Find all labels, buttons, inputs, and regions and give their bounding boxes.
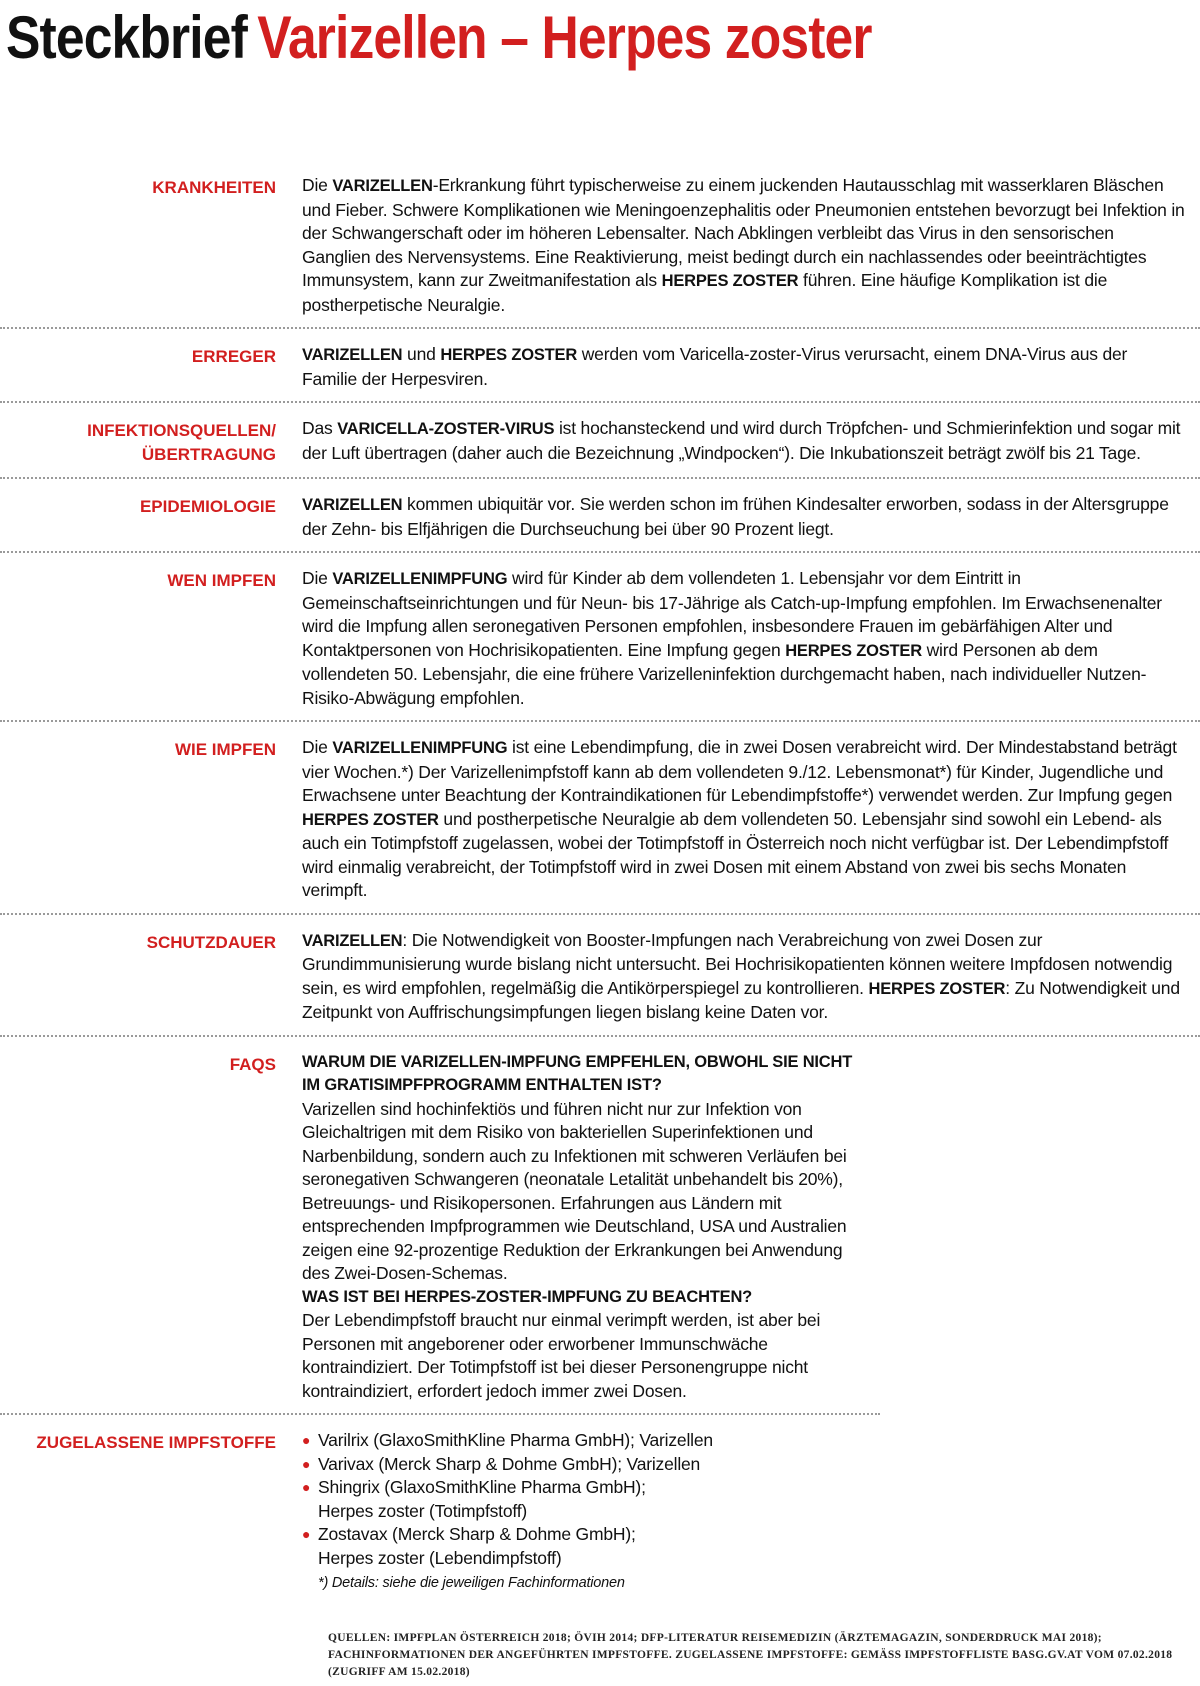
section-text bbox=[302, 417, 1200, 467]
section-wen-impfen bbox=[0, 563, 1200, 722]
vaccine-line: Varilrix (GlaxoSmithKline Pharma GmbH); Varizellen bbox=[318, 1430, 713, 1450]
vaccine-line: Shingrix (GlaxoSmithKline Pharma GmbH); bbox=[318, 1477, 646, 1497]
text-run: kommen ubiquitär vor. Sie werden schon im frühen Kindesalter erworben, sodass in der Altersgruppe der Zehn- bis Elfjährigen die Durchseuchung bei über 90 Prozent liegt. bbox=[302, 494, 1169, 539]
keyword: HERPES ZOSTER bbox=[868, 979, 1006, 998]
text-run: ist eine Lebendimpfung, die in zwei Dosen verabreicht wird. Der Mindestabstand beträgt vier Wochen.*) Der Varizellenimpfstoff kann ab dem vollendeten 9./12. Lebensmonat*) für Kinder, Jugendliche und Erwachsene unter Beachtung der Kontraindikationen für Lebendimpfstoffe*) verwendet werden. Zur Impfung gegen bbox=[302, 737, 1177, 805]
section-text bbox=[302, 567, 1200, 710]
text-run: Die bbox=[302, 175, 333, 195]
faq-answer: Der Lebendimpfstoff braucht nur einmal verimpft werden, ist aber bei Personen mit angeborener oder erworbener Immunschwäche kontraindiziert. Der Totimpfstoff ist bei dieser Personengruppe nicht kontraindiziert, erfordert jedoch immer zwei Dosen. bbox=[302, 1310, 821, 1401]
keyword: VARIZELLENIMPFUNG bbox=[332, 739, 508, 757]
text-run: wird für Kinder ab dem vollendeten 1. Lebensjahr vor dem Eintritt in Gemeinschaftseinrichtungen und für Neun- bis 17-Jährige als Catch-up-Impfung empfohlen. Im Erwachsenenalter wird die Impfung allen seronegativen Personen empfohlen, insbesondere Frauen im gebärfähigen Alter und Kontaktpersonen von Hochrisikopatienten. Eine Impfung gegen bbox=[302, 568, 1162, 660]
keyword: HERPES ZOSTER bbox=[785, 641, 922, 660]
section-wie-impfen bbox=[0, 732, 1200, 915]
section-zugelassene-impfstoffe bbox=[0, 1425, 1200, 1606]
section-erreger bbox=[0, 339, 1200, 403]
section-label bbox=[0, 417, 302, 467]
section-label: WEN IMPFEN bbox=[167, 571, 276, 590]
keyword: HERPES ZOSTER bbox=[661, 272, 799, 290]
vaccine-item bbox=[302, 1476, 1186, 1523]
text-run: Das bbox=[302, 418, 338, 438]
keyword: VARIZELLEN bbox=[302, 931, 403, 950]
section-text bbox=[302, 929, 1200, 1025]
vaccine-line: Zostavax (Merck Sharp & Dohme GmbH); bbox=[318, 1524, 636, 1544]
vaccine-item bbox=[302, 1429, 1186, 1453]
keyword: HERPES ZOSTER bbox=[440, 346, 578, 364]
section-text bbox=[302, 174, 1200, 317]
text-run: wird Personen ab dem vollendeten 50. Lebensjahr, die eine frühere Varizelleninfektion durchgemacht haben, nach individueller Nutzen-Risiko-Abwägung empfohlen. bbox=[302, 639, 1147, 708]
title-topic: Varizellen – Herpes zoster bbox=[257, 4, 872, 71]
keyword: VARIZELLEN bbox=[302, 496, 403, 514]
section-text bbox=[302, 493, 1200, 541]
vaccine-item bbox=[302, 1453, 1186, 1477]
section-label: EPIDEMIOLOGIE bbox=[139, 497, 276, 516]
keyword: VARIZELLEN bbox=[332, 177, 433, 195]
section-krankheiten bbox=[0, 170, 1200, 329]
keyword: VARIZELLENIMPFUNG bbox=[332, 570, 508, 588]
text-run: Die bbox=[302, 737, 333, 757]
faq-question: WARUM DIE VARIZELLEN-IMPFUNG EMPFEHLEN, OBWOHL SIE NICHT IM GRATISIMPFPROGRAMM ENTHALTEN IST? bbox=[302, 1052, 853, 1094]
text-run: -Erkrankung führt typischerweise zu einem juckenden Hautausschlag mit wasserklaren Bläschen und Fieber. Schwere Komplikationen wie Meningoenzephalitis oder Pneumonien entstehen bevorzugt bei Infektion in der Schwangerschaft oder im höheren Lebensalter. Nach Abklingen verbleibt das Virus in den sensorischen Ganglien des Nervensystems. Eine Reaktivierung, meist bedingt durch ein nachlassendes oder beeinträchtigtes Immunsystem, kann zur Zweitmanifestation als bbox=[302, 175, 1185, 290]
vaccine-line: Varivax (Merck Sharp & Dohme GmbH); Varizellen bbox=[318, 1453, 701, 1474]
section-label: ERREGER bbox=[191, 347, 276, 366]
vaccine-item bbox=[302, 1523, 1186, 1570]
keyword: VARICELLA-ZOSTER-VIRUS bbox=[337, 420, 555, 438]
text-run: : Zu Notwendigkeit und Zeitpunkt von Auffrischungsimpfungen liegen bislang keine Daten vor. bbox=[302, 977, 1180, 1022]
vaccine-list bbox=[302, 1429, 1186, 1570]
section-label: FAQS bbox=[229, 1054, 276, 1074]
text-run: führen. Eine häufige Komplikation ist die postherpetische Neuralgie. bbox=[302, 270, 1108, 315]
section-label: ZUGELASSENE IMPFSTOFFE bbox=[36, 1433, 276, 1452]
section-text bbox=[302, 343, 1200, 391]
section-label: KRANKHEITEN bbox=[152, 178, 276, 197]
sources-note: QUELLEN: IMPFPLAN ÖSTERREICH 2018; ÖVIH 2014; DFP-LITERATUR REISEMEDIZIN (ÄRZTEMAGAZIN, SONDERDRUCK MAI 2018); FACHINFORMATIONEN DER ANGEFÜHRTEN IMPFSTOFFE. ZUGELASSENE IMPFSTOFFE: GEMÄSS IMPFSTOFFLISTE BASG.GV.AT VOM 07.02.2018 (ZUGRIFF AM 15.02.2018) bbox=[328, 1632, 1173, 1678]
section-faqs bbox=[0, 1047, 880, 1416]
section-epidemiologie bbox=[0, 489, 1200, 553]
fact-sheet bbox=[0, 170, 1200, 1606]
keyword: VARIZELLEN bbox=[302, 346, 403, 364]
section-text bbox=[302, 736, 1200, 903]
page-title bbox=[6, 2, 872, 74]
label-line: INFEKTIONSQUELLEN/ bbox=[87, 421, 276, 440]
faq-answer: Varizellen sind hochinfektiös und führen nicht nur zur Infektion von Gleichaltrigen mit dem Risiko von bakteriellen Superinfektionen und Narbenbildung, sondern auch zu Infektionen mit schweren Verläufen bei seronegativen Schwangeren (neonatale Letalität unbehandelt bis 20%), Betreuungs- und Risikopersonen. Erfahrungen aus Ländern mit entsprechenden Impfprogrammen wie Deutschland, USA und Australien zeigen eine 92-prozentige Reduktion der Erkrankungen bei Anwendung des Zwei-Dosen-Schemas. bbox=[302, 1098, 847, 1283]
label-line: ÜBERTRAGUNG bbox=[141, 445, 276, 464]
vaccine-line: Herpes zoster (Totimpfstoff) bbox=[318, 1500, 528, 1521]
text-run: Die bbox=[302, 568, 333, 588]
section-label: SCHUTZDAUER bbox=[146, 932, 276, 952]
section-text bbox=[302, 1429, 1200, 1596]
text-run: und bbox=[402, 344, 441, 364]
footnote: *) Details: siehe die jeweiligen Fachinformationen bbox=[318, 1575, 625, 1591]
text-run: ist hochansteckend und wird durch Tröpfchen- und Schmierinfektion und sogar mit der Luft übertragen (daher auch die Bezeichnung „Windpocken“). Die Inkubationszeit beträgt zwölf bis 21 Tage. bbox=[302, 418, 1181, 463]
text-run: werden vom Varicella-zoster-Virus verursacht, einem DNA-Virus aus der Familie der Herpesviren. bbox=[302, 344, 1128, 389]
section-schutzdauer bbox=[0, 925, 1200, 1037]
faq-question: WAS IST BEI HERPES-ZOSTER-IMPFUNG ZU BEACHTEN? bbox=[302, 1287, 753, 1306]
keyword: HERPES ZOSTER bbox=[302, 810, 439, 829]
title-prefix: Steckbrief bbox=[6, 4, 247, 71]
section-label: WIE IMPFEN bbox=[174, 740, 276, 759]
section-text bbox=[302, 1051, 876, 1404]
text-run: : Die Notwendigkeit von Booster-Impfungen nach Verabreichung von zwei Dosen zur Grundimmunisierung wurde bislang nicht untersucht. Bei Hochrisikopatienten können weitere Impfdosen notwendig sein, es wird empfohlen, regelmäßig die Antikörperspiegel zu kontrollieren. bbox=[302, 929, 1173, 998]
text-run: und postherpetische Neuralgie ab dem vollendeten 50. Lebensjahr sind sowohl ein Lebend- als auch ein Totimpfstoff zugelassen, wobei der Totimpfstoff in Österreich noch nicht verfügbar ist. Der Lebendimpfstoff wird einmalig verabreicht, der Totimpfstoff wird in zwei Dosen mit einem Abstand von zwei bis sechs Monaten verimpft. bbox=[302, 808, 1169, 900]
vaccine-line: Herpes zoster (Lebendimpfstoff) bbox=[318, 1547, 562, 1568]
section-infektionsquellen bbox=[0, 413, 1200, 479]
